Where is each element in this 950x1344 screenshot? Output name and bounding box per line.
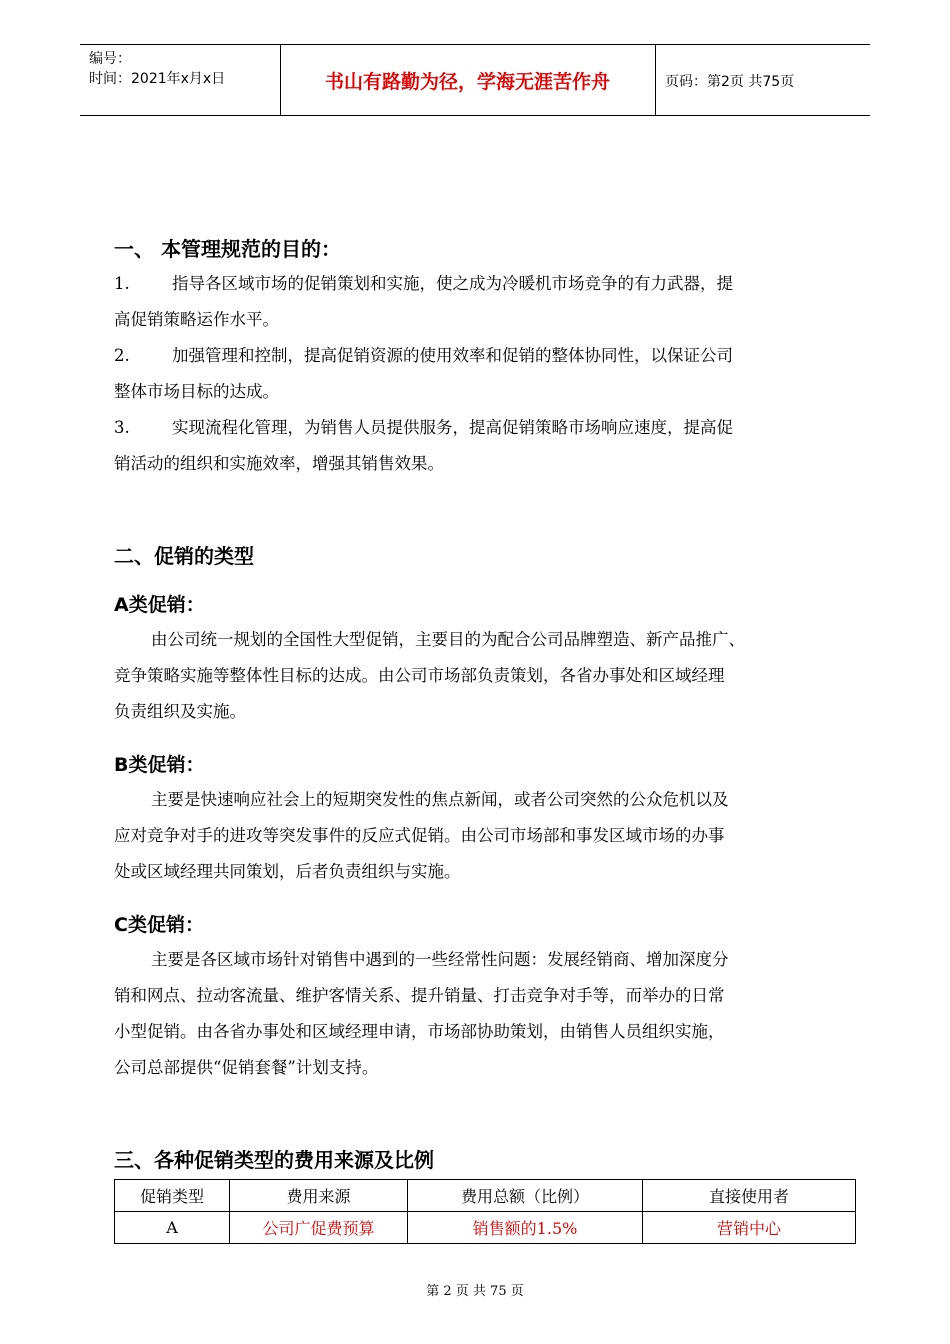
- table-cell: A: [115, 1212, 230, 1244]
- list-item-cont: 高促销策略运作水平。: [114, 310, 279, 329]
- type-a-paragraph: 由公司统一规划的全国性大型促销，主要目的为配合公司品牌塑造、新产品推广、 竞争策略实施等整体性目标的达成。由公司市场部负责策划，各省办事处和区域经理 负责组织及实施。: [114, 630, 745, 721]
- type-c-title: C类促销：: [114, 914, 204, 936]
- table-header-row: [115, 1180, 856, 1212]
- type-b-title: B类促销：: [114, 754, 205, 776]
- type-b-paragraph: 主要是快速响应社会上的短期突发性的焦点新闻，或者公司突然的公众危机以及 应对竞争对手的进攻等突发事件的反应式促销。由公司市场部和事发区域市场的办事 处或区域经理共同策划，后者负责组织与实施。: [114, 790, 729, 881]
- section2-title: 二、促销的类型: [114, 544, 254, 568]
- table-cell: 营销中心: [643, 1212, 856, 1244]
- header-divider: [655, 45, 656, 115]
- page-footer: 第 2 页 共 75 页: [426, 1284, 524, 1299]
- list-item: 3. 实现流程化管理，为销售人员提供服务，提高促销策略市场响应速度，提高促: [114, 418, 733, 437]
- list-item: 2. 加强管理和控制，提高促销资源的使用效率和促销的整体协同性，以保证公司: [114, 346, 733, 365]
- table-header-cell: 费用来源: [230, 1180, 408, 1212]
- serial-label: 编号：: [89, 51, 131, 67]
- header-meta: [89, 49, 225, 89]
- table-header-cell: 费用总额（比例）: [408, 1180, 643, 1212]
- fee-table: [114, 1179, 856, 1244]
- section1-title: 一、 本管理规范的目的：: [114, 237, 341, 261]
- list-item-cont: 销活动的组织和实施效率，增强其销售效果。: [114, 454, 444, 473]
- document-header: [80, 44, 870, 116]
- type-a-title: A类促销：: [114, 594, 205, 616]
- header-page-label: 页码：第2页 共75页: [665, 74, 795, 90]
- type-c-paragraph: 主要是各区域市场针对销售中遇到的一些经常性问题：发展经销商、增加深度分 销和网点、拉动客流量、维护客情关系、提升销量、打击竞争对手等，而举办的日常 小型促销。由各省办事处和区域经理申请，市场部协助策划，由销售人员组织实施， 公司总部提供“促销套餐”计划支持。: [114, 950, 729, 1077]
- section3-title: 三、各种促销类型的费用来源及比例: [114, 1148, 434, 1172]
- table-cell: 销售额的1.5%: [408, 1212, 643, 1244]
- section1-list: [114, 266, 854, 482]
- header-motto: 书山有路勤为径，学海无涯苦作舟: [324, 71, 610, 93]
- list-item-cont: 整体市场目标的达成。: [114, 382, 279, 401]
- time-label: 时间：2021年x月x日: [89, 71, 226, 87]
- table-header-cell: 促销类型: [115, 1180, 230, 1212]
- table-header-cell: 直接使用者: [643, 1180, 856, 1212]
- table-cell: 公司广促费预算: [230, 1212, 408, 1244]
- list-item: 1. 指导各区域市场的促销策划和实施，使之成为冷暖机市场竞争的有力武器，提: [114, 274, 733, 293]
- table-row: [115, 1212, 856, 1244]
